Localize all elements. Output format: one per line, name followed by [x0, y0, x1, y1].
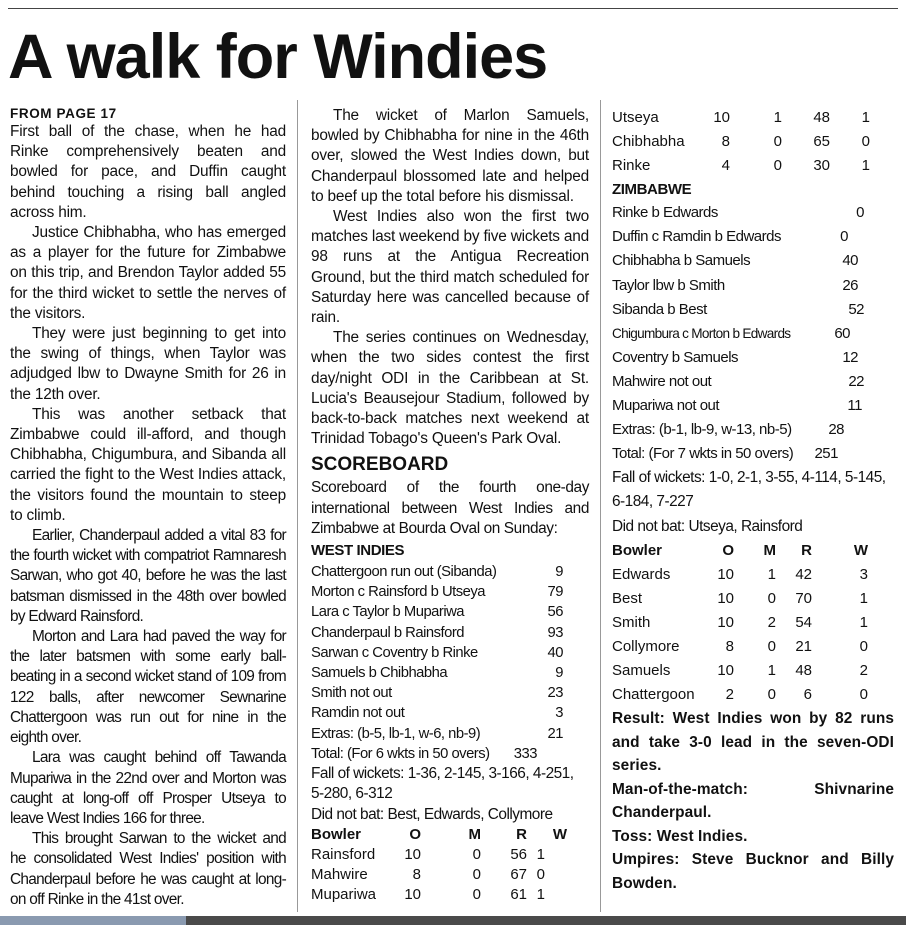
table-row [311, 663, 563, 683]
extras-label: Extras: (b-5, lb-1, w-6, nb-9) [311, 725, 481, 742]
wickets: 0 [536, 866, 545, 884]
bowler-name: Collymore [612, 637, 680, 655]
wickets: 1 [536, 886, 545, 904]
wickets: 2 [859, 662, 868, 679]
total-row [612, 442, 838, 466]
batsman-runs: 40 [547, 644, 563, 661]
batsman-name: Sibanda b Best [612, 300, 707, 318]
wickets: 0 [861, 133, 870, 151]
runs: 48 [795, 662, 812, 679]
bowler-name: Best [612, 589, 643, 607]
table-row [612, 130, 870, 154]
batsman-runs: 60 [834, 324, 850, 342]
col-wickets: W [853, 541, 868, 559]
col-bowler: Bowler [311, 825, 362, 843]
col-overs: O [409, 825, 421, 843]
runs: 21 [795, 637, 812, 655]
article-column-1 [10, 106, 286, 910]
umpires: Umpires: Steve Bucknor and Billy Bowden. [612, 851, 894, 892]
col-runs: R [516, 825, 527, 843]
maidens: 0 [472, 866, 481, 884]
batsman-name: Chigumbura c Morton b Edwards [612, 325, 791, 341]
column-divider [297, 100, 298, 912]
bowler-name: Samuels [612, 662, 671, 679]
table-row [612, 563, 868, 587]
west-indies-bowling-table [311, 825, 567, 906]
overs: 10 [717, 565, 734, 583]
bowler-name: Edwards [612, 565, 671, 583]
col-maidens: M [468, 825, 481, 843]
wickets: 1 [861, 157, 870, 175]
batsman-runs: 0 [856, 204, 864, 222]
bowler-name: Utseya [612, 108, 659, 126]
batsman-name: Smith not out [311, 685, 392, 702]
table-row [311, 582, 563, 602]
table-row [311, 643, 563, 663]
maidens: 2 [767, 613, 776, 631]
table-row [311, 703, 563, 723]
batsman-name: Chattergoon run out (Sibanda) [311, 564, 497, 581]
bowler-name: Mahwire [311, 866, 368, 884]
table-row [612, 225, 864, 249]
runs: 6 [803, 686, 812, 704]
team-heading-west-indies: WEST INDIES [311, 542, 405, 560]
wickets: 1 [859, 589, 868, 607]
batsman-runs: 9 [555, 564, 563, 581]
batsman-name: Samuels b Chibhabha [311, 665, 448, 682]
batsman-name: Duffin c Ramdin b Edwards [612, 228, 781, 246]
table-header [612, 539, 868, 563]
batsman-name: Sarwan c Coventry b Rinke [311, 644, 478, 661]
batsman-runs: 26 [842, 276, 858, 294]
article-column-2 [311, 106, 589, 906]
wickets: 1 [536, 845, 545, 863]
table-row [311, 623, 563, 643]
did-not-bat: Did not bat: Utseya, Rainsford [612, 517, 803, 535]
col-wickets: W [552, 825, 567, 843]
maidens: 0 [472, 845, 481, 863]
table-row [311, 683, 563, 703]
scoreboard-intro: Scoreboard of the fourth one-day international between West Indies and Zimbabwe at Bourda Oval on Sunday: [311, 479, 589, 537]
overs: 10 [404, 845, 421, 863]
batsman-runs: 0 [840, 228, 848, 246]
west-indies-batting-table [311, 562, 563, 744]
table-row [612, 659, 868, 683]
kicker: FROM PAGE 17 [10, 106, 117, 121]
batsman-name: Chibhabha b Samuels [612, 252, 751, 270]
runs: 65 [813, 133, 830, 151]
maidens: 1 [767, 565, 776, 583]
table-row [612, 346, 864, 370]
table-row [311, 602, 563, 622]
table-row [612, 587, 868, 611]
runs: 48 [813, 108, 830, 126]
bowler-name: Chattergoon [612, 686, 695, 704]
table-row [612, 249, 864, 273]
zimbabwe-bowling-table [612, 539, 868, 708]
paragraph: This was another setback that Zimbabwe could ill-afford, and though Chibhabha, Chigumbura, and Sibanda all carried the fight to the West Indies attack, the visitors found the mountain to steep to climb. [10, 405, 286, 524]
batsman-name: Mupariwa not out [612, 396, 720, 414]
table-row [612, 274, 864, 298]
batsman-name: Ramdin not out [311, 705, 405, 722]
maidens: 1 [773, 108, 782, 126]
wickets: 0 [859, 686, 868, 704]
team-heading-zimbabwe: ZIMBABWE [612, 181, 692, 199]
article-column-3 [612, 106, 894, 895]
wickets: 0 [859, 637, 868, 655]
batsman-name: Lara c Taylor b Mupariwa [311, 604, 465, 621]
overs: 10 [713, 108, 730, 126]
col-runs: R [801, 541, 812, 559]
runs: 70 [795, 589, 812, 607]
west-indies-bowling-table-continued [612, 106, 870, 178]
batsman-runs: 52 [848, 300, 864, 318]
total-row [311, 744, 537, 764]
runs: 54 [795, 613, 812, 631]
batsman-runs: 22 [848, 372, 864, 390]
footer-bar [0, 916, 906, 925]
extras-label: Extras: (b-1, lb-9, w-13, nb-5) [612, 421, 792, 439]
table-row [612, 106, 870, 130]
bowler-name: Rainsford [311, 845, 376, 863]
batsman-runs: 12 [842, 348, 858, 366]
paragraph: Justice Chibhabha, who has emerged as a player for the future for Zimbabwe on this trip, and Brendon Taylor added 55 for the third wicket to settle the nerves of the visitors. [10, 224, 286, 322]
batsman-runs: 56 [547, 604, 563, 621]
bowler-name: Mupariwa [311, 886, 377, 904]
table-row [612, 201, 864, 225]
zimbabwe-total [612, 442, 838, 466]
headline: A walk for Windies [8, 22, 548, 92]
batsman-runs: 79 [547, 584, 563, 601]
overs: 8 [725, 637, 734, 655]
batsman-runs: 40 [842, 252, 858, 270]
wickets: 1 [859, 613, 868, 631]
overs: 8 [721, 133, 730, 151]
wickets: 3 [859, 565, 868, 583]
batsman-name: Morton c Rainsford b Utseya [311, 584, 486, 601]
maidens: 0 [767, 637, 776, 655]
total-runs: 333 [513, 745, 537, 762]
toss: Toss: West Indies. [612, 827, 748, 845]
man-of-the-match: Man-of-the-match: Shivnarine Chanderpaul. [612, 780, 894, 822]
maidens: 0 [773, 157, 782, 175]
maidens: 0 [773, 133, 782, 151]
batsman-name: Rinke b Edwards [612, 204, 718, 222]
bowler-name: Chibhabha [612, 133, 685, 151]
bowler-name: Smith [612, 613, 651, 631]
bowler-name: Rinke [612, 157, 651, 175]
batsman-runs: 23 [547, 685, 563, 702]
runs: 61 [510, 886, 527, 904]
batsman-name: Taylor lbw b Smith [612, 276, 725, 294]
batsman-runs: 3 [555, 705, 563, 722]
zimbabwe-batting-table [612, 201, 864, 418]
paragraph: Lara was caught behind off Tawanda Mupariwa in the 22nd over and Morton was caught at long-off off Prosper Utseya to leave West Indies 166 for three. [10, 749, 286, 827]
paragraph: The series continues on Wednesday, when the two sides contest the first day/night ODI in the Caribbean at St. Lucia's Beausejour Stadium, followed by back-to-back matches next weekend at Trinidad Tobago's Queen's Park Oval. [311, 329, 589, 448]
table-row [612, 683, 868, 707]
match-result: Result: West Indies won by 82 runs and take 3-0 lead in the seven-ODI series. [612, 710, 894, 775]
fall-of-wickets: Fall of wickets: 1-0, 2-1, 3-55, 4-114, 5-145, 6-184, 7-227 [612, 469, 886, 511]
extras-row [612, 418, 844, 442]
batsman-name: Mahwire not out [612, 372, 712, 390]
paragraph: The wicket of Marlon Samuels, bowled by Chibhabha for nine in the 46th over, slowed the West Indies down, but Chanderpaul blossomed late and helped to beef up the total before his dismissal. [311, 107, 589, 205]
runs: 30 [813, 157, 830, 175]
overs: 10 [404, 886, 421, 904]
table-row [311, 885, 567, 905]
table-row [612, 322, 864, 346]
did-not-bat: Did not bat: Best, Edwards, Collymore [311, 805, 553, 823]
table-row [612, 394, 864, 418]
table-row [612, 298, 864, 322]
scoreboard-heading: SCOREBOARD [311, 454, 449, 476]
total-label: Total: (For 7 wkts in 50 overs) [612, 445, 794, 463]
maidens: 0 [767, 589, 776, 607]
paragraph: This brought Sarwan to the wicket and he consolidated West Indies' position with Chanderpaul before he was caught at long-on off Rinke in the 41st over. [10, 830, 286, 908]
overs: 2 [725, 686, 734, 704]
table-row [612, 154, 870, 178]
maidens: 0 [472, 886, 481, 904]
zimbabwe-extras [612, 418, 844, 442]
west-indies-total [311, 744, 537, 764]
batsman-name: Coventry b Samuels [612, 348, 739, 366]
table-row [612, 611, 868, 635]
total-label: Total: (For 6 wkts in 50 overs) [311, 745, 490, 762]
col-bowler: Bowler [612, 541, 663, 559]
table-row [612, 370, 864, 394]
paragraph: Morton and Lara had paved the way for the later batsmen with some early ball-beating in a second wicket stand of 109 from 122 balls, after newcomer Sewnarine Chattergoon was run out for nine in the eighth over. [10, 628, 286, 747]
runs: 56 [510, 845, 527, 863]
footer-bar-accent [0, 916, 186, 925]
extras-runs: 21 [547, 725, 563, 742]
paragraph: West Indies also won the first two matches last weekend by five wickets and 98 runs at the Antigua Recreation Ground, but the third match scheduled for Saturday here was cancelled because of rain. [311, 208, 589, 327]
runs: 42 [795, 565, 812, 583]
overs: 8 [412, 866, 421, 884]
batsman-name: Chanderpaul b Rainsford [311, 624, 465, 641]
overs: 10 [717, 589, 734, 607]
col-maidens: M [763, 541, 776, 559]
wickets: 1 [861, 108, 870, 126]
maidens: 1 [767, 662, 776, 679]
column-divider [600, 100, 601, 912]
table-row [311, 865, 567, 885]
table-row [612, 635, 868, 659]
batsman-runs: 93 [547, 624, 563, 641]
maidens: 0 [767, 686, 776, 704]
top-rule [8, 8, 898, 9]
paragraph: First ball of the chase, when he had Rinke comprehensively beaten and bowled for pace, and Duffin caught behind touching a rising ball angled across him. [10, 123, 286, 221]
paragraph: Earlier, Chanderpaul added a vital 83 for the fourth wicket with compatriot Ramnaresh Sarwan, who got 40, before he was the last batsman dismissed in the 48th over bowled by Edward Rainsford. [10, 527, 286, 625]
overs: 4 [721, 157, 730, 175]
table-header [311, 825, 567, 845]
overs: 10 [717, 613, 734, 631]
paragraph: They were just beginning to get into the swing of things, when Taylor was adjudged lbw to Dwayne Smith for 26 in the 12th over. [10, 325, 286, 403]
fall-of-wickets: Fall of wickets: 1-36, 2-145, 3-166, 4-251, 5-280, 6-312 [311, 765, 574, 803]
total-runs: 251 [814, 445, 838, 463]
extras-row [311, 724, 563, 744]
batsman-runs: 11 [847, 396, 862, 414]
runs: 67 [510, 866, 527, 884]
batsman-runs: 9 [555, 665, 563, 682]
extras-runs: 28 [828, 421, 844, 439]
table-row [311, 562, 563, 582]
col-overs: O [722, 541, 734, 559]
overs: 10 [717, 662, 734, 679]
table-row [311, 845, 567, 865]
